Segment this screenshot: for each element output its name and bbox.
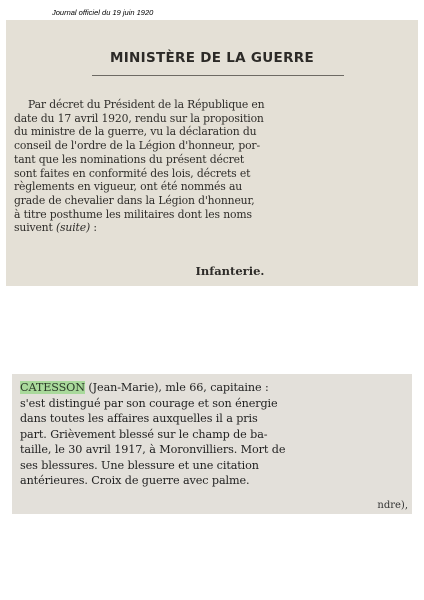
decree-line: grade de chevalier dans la Légion d'honneur, — [14, 193, 255, 207]
citation-clipping — [12, 374, 412, 514]
highlighted-name: CATESSON — [20, 381, 85, 394]
decree-paragraph — [14, 98, 416, 235]
section-title-infanterie: Infanterie. — [195, 264, 265, 278]
citation-line: antérieures. Croix de guerre avec palme. — [20, 474, 250, 487]
citation-line: s'est distingué par son courage et son énergie — [20, 396, 278, 410]
decree-line: à titre posthume les militaires dont les noms — [14, 207, 252, 221]
decree-line: date du 17 avril 1920, rendu sur la proposition — [14, 111, 264, 125]
source-caption: Journal officiel du 19 juin 1920 — [52, 8, 154, 17]
citation-paragraph — [20, 380, 410, 489]
decree-last-line — [14, 221, 416, 235]
decree-last-prefix: suivent — [14, 221, 56, 235]
citation-line: dans toutes les affaires auxquelles il a pris — [20, 412, 258, 425]
citation-line: part. Grièvement blessé sur le champ de ba- — [20, 427, 268, 441]
suite-note: (suite) — [55, 221, 91, 235]
decree-line: Par décret du Président de la République en — [28, 98, 265, 111]
decree-line: règlements en vigueur, ont été nommés au — [14, 180, 243, 194]
ministry-heading: MINISTÈRE DE LA GUERRE — [109, 50, 314, 66]
decree-line: tant que les nominations du présent décret — [14, 152, 245, 166]
decree-last-suffix: : — [90, 221, 97, 235]
heading-rule — [92, 75, 344, 76]
citation-first-line — [20, 380, 410, 396]
cut-off-fragment: ndre), — [377, 500, 408, 511]
decree-line: sont faites en conformité des lois, décrets et — [14, 166, 251, 180]
citation-line: taille, le 30 avril 1917, à Moronvilliers. Mort de — [20, 443, 286, 456]
citation-line: ses blessures. Une blessure et une citation — [20, 458, 259, 472]
decree-line: conseil de l'ordre de la Légion d'honneur, por- — [14, 139, 260, 153]
decree-line: du ministre de la guerre, vu la déclaration du — [14, 125, 257, 139]
decree-clipping — [6, 20, 418, 286]
citation-first-rest: (Jean-Marie), mle 66, capitaine : — [84, 381, 269, 394]
